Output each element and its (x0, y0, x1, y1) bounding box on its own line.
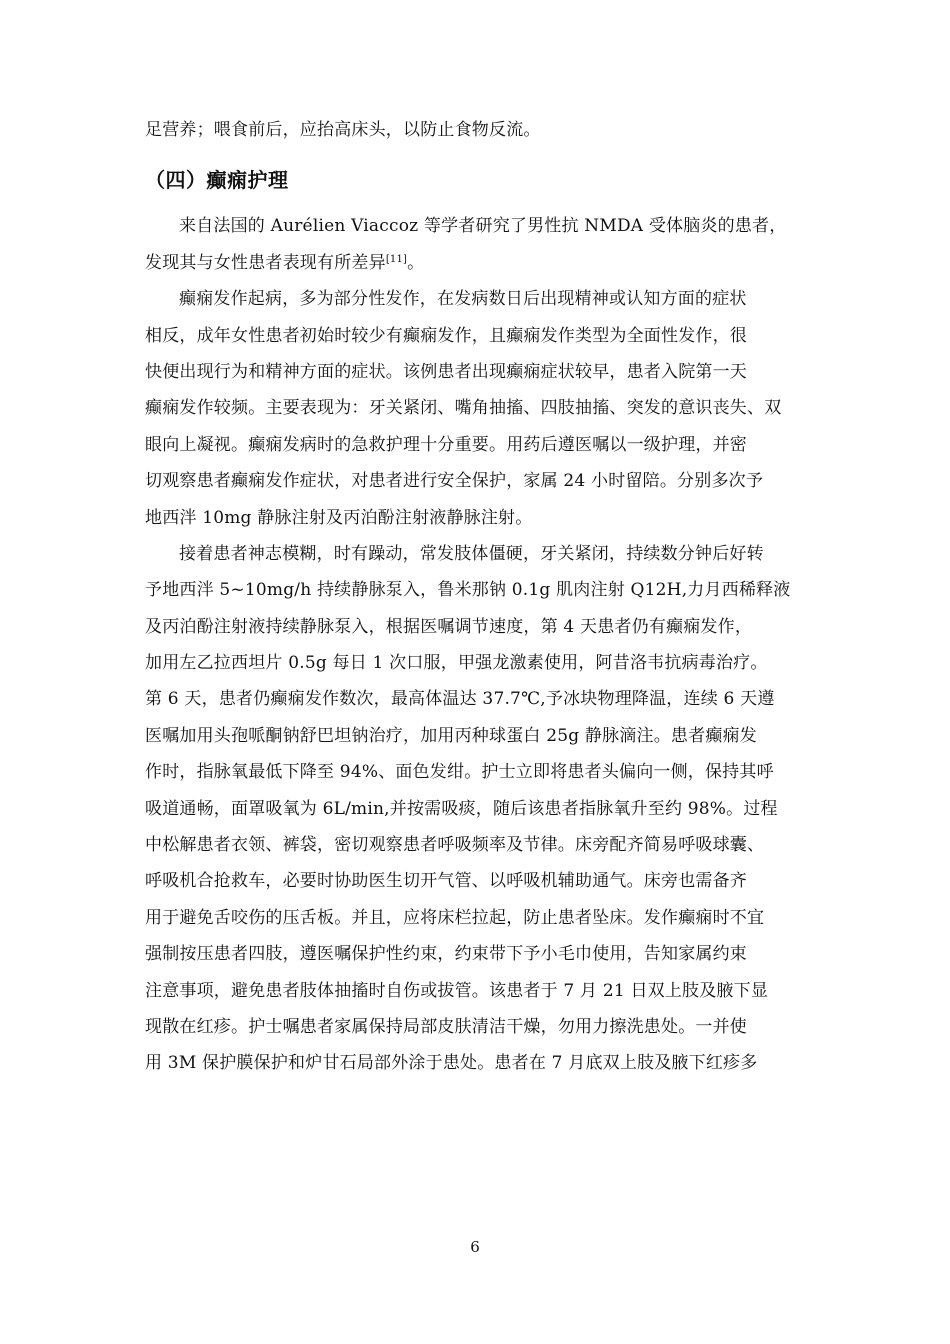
text-line: 癫痫发作较频。主要表现为：牙关紧闭、嘴角抽搐、四肢抽搐、突发的意识丧失、双 (145, 398, 782, 419)
document-body (145, 112, 809, 1082)
citation-superscript: [11] (385, 253, 408, 265)
text-segment: 发现其与女性患者表现有所差异 (145, 252, 386, 273)
intro-paragraph (145, 112, 809, 148)
text-line: 第 6 天，患者仍癫痫发作数次，最高体温达 37.7℃,予冰块物理降温，连续 6 天遵 (145, 689, 775, 710)
text-line: 用 3M 保护膜保护和炉甘石局部外涂于患处。患者在 7 月底双上肢及腋下红疹多 (145, 1053, 758, 1074)
text-line: 吸道通畅，面罩吸氧为 6L/min,并按需吸痰，随后该患者指脉氧升至约 98%。过程 (145, 798, 778, 819)
text-line: 接着患者神志模糊，时有躁动，常发肢体僵硬，牙关紧闭，持续数分钟后好转 (179, 543, 764, 564)
text-line: 作时，指脉氧最低下降至 94%、面色发绀。护士立即将患者头偏向一侧，保持其呼 (145, 762, 774, 783)
page-number: 6 (470, 1238, 480, 1256)
text-line: 来自法国的 Aurélien Viaccoz 等学者研究了男性抗 NMDA 受体脑炎的患者， (179, 216, 787, 237)
text-line: 现散在红疹。护士嘱患者家属保持局部皮肤清洁干燥，勿用力擦洗患处。一并使 (145, 1016, 747, 1037)
text-line: 加用左乙拉西坦片 0.5g 每日 1 次口服，甲强龙激素使用，阿昔洛韦抗病毒治疗。 (145, 653, 768, 674)
text-line: 强制按压患者四肢，遵医嘱保护性约束，约束带下予小毛巾使用，告知家属约束 (145, 944, 747, 965)
paragraph-1 (145, 208, 809, 281)
text-line: 眼向上凝视。癫痫发病时的急救护理十分重要。用药后遵医嘱以一级护理，并密 (145, 434, 747, 455)
text-line: 及丙泊酚注射液持续静脉泵入，根据医嘱调节速度，第 4 天患者仍有癫痫发作， (145, 616, 753, 637)
text-segment: 。 (407, 252, 425, 273)
text-line: 中松解患者衣领、裤袋，密切观察患者呼吸频率及节律。床旁配齐简易呼吸球囊、 (145, 835, 765, 856)
paragraph-2 (145, 281, 809, 536)
text-line: 医嘱加用头孢哌酮钠舒巴坦钠治疗，加用丙种球蛋白 25g 静脉滴注。患者癫痫发 (145, 725, 757, 746)
text-line: 注意事项，避免患者肢体抽搐时自伤或拔管。该患者于 7 月 21 日双上肢及腋下显 (145, 980, 769, 1001)
text-line: 呼吸机合抢救车，必要时协助医生切开气管、以呼吸机辅助通气。床旁也需备齐 (145, 871, 747, 892)
section-heading: （四）癫痫护理 (145, 168, 289, 193)
text-line: 快便出现行为和精神方面的症状。该例患者出现癫痫症状较早，患者入院第一天 (145, 361, 747, 382)
paragraph-3 (145, 536, 809, 1082)
text-line: 予地西泮 5~10mg/h 持续静脉泵入，鲁米那钠 0.1g 肌肉注射 Q12H,力月西稀释液 (145, 580, 791, 601)
text-line: 相反，成年女性患者初始时较少有癫痫发作，且癫痫发作类型为全面性发作，很 (145, 325, 747, 346)
text-line: 地西泮 10mg 静脉注射及丙泊酚注射液静脉注射。 (145, 507, 533, 528)
text-line: 癫痫发作起病，多为部分性发作，在发病数日后出现精神或认知方面的症状 (179, 289, 747, 310)
text-line (145, 245, 809, 281)
text-line: 切观察患者癫痫发作症状，对患者进行安全保护，家属 24 小时留陪。分别多次予 (145, 471, 764, 492)
text-line: 足营养；喂食前后，应抬高床头，以防止食物反流。 (145, 120, 541, 140)
text-line: 用于避免舌咬伤的压舌板。并且，应将床栏拉起，防止患者坠床。发作癫痫时不宜 (145, 907, 765, 928)
